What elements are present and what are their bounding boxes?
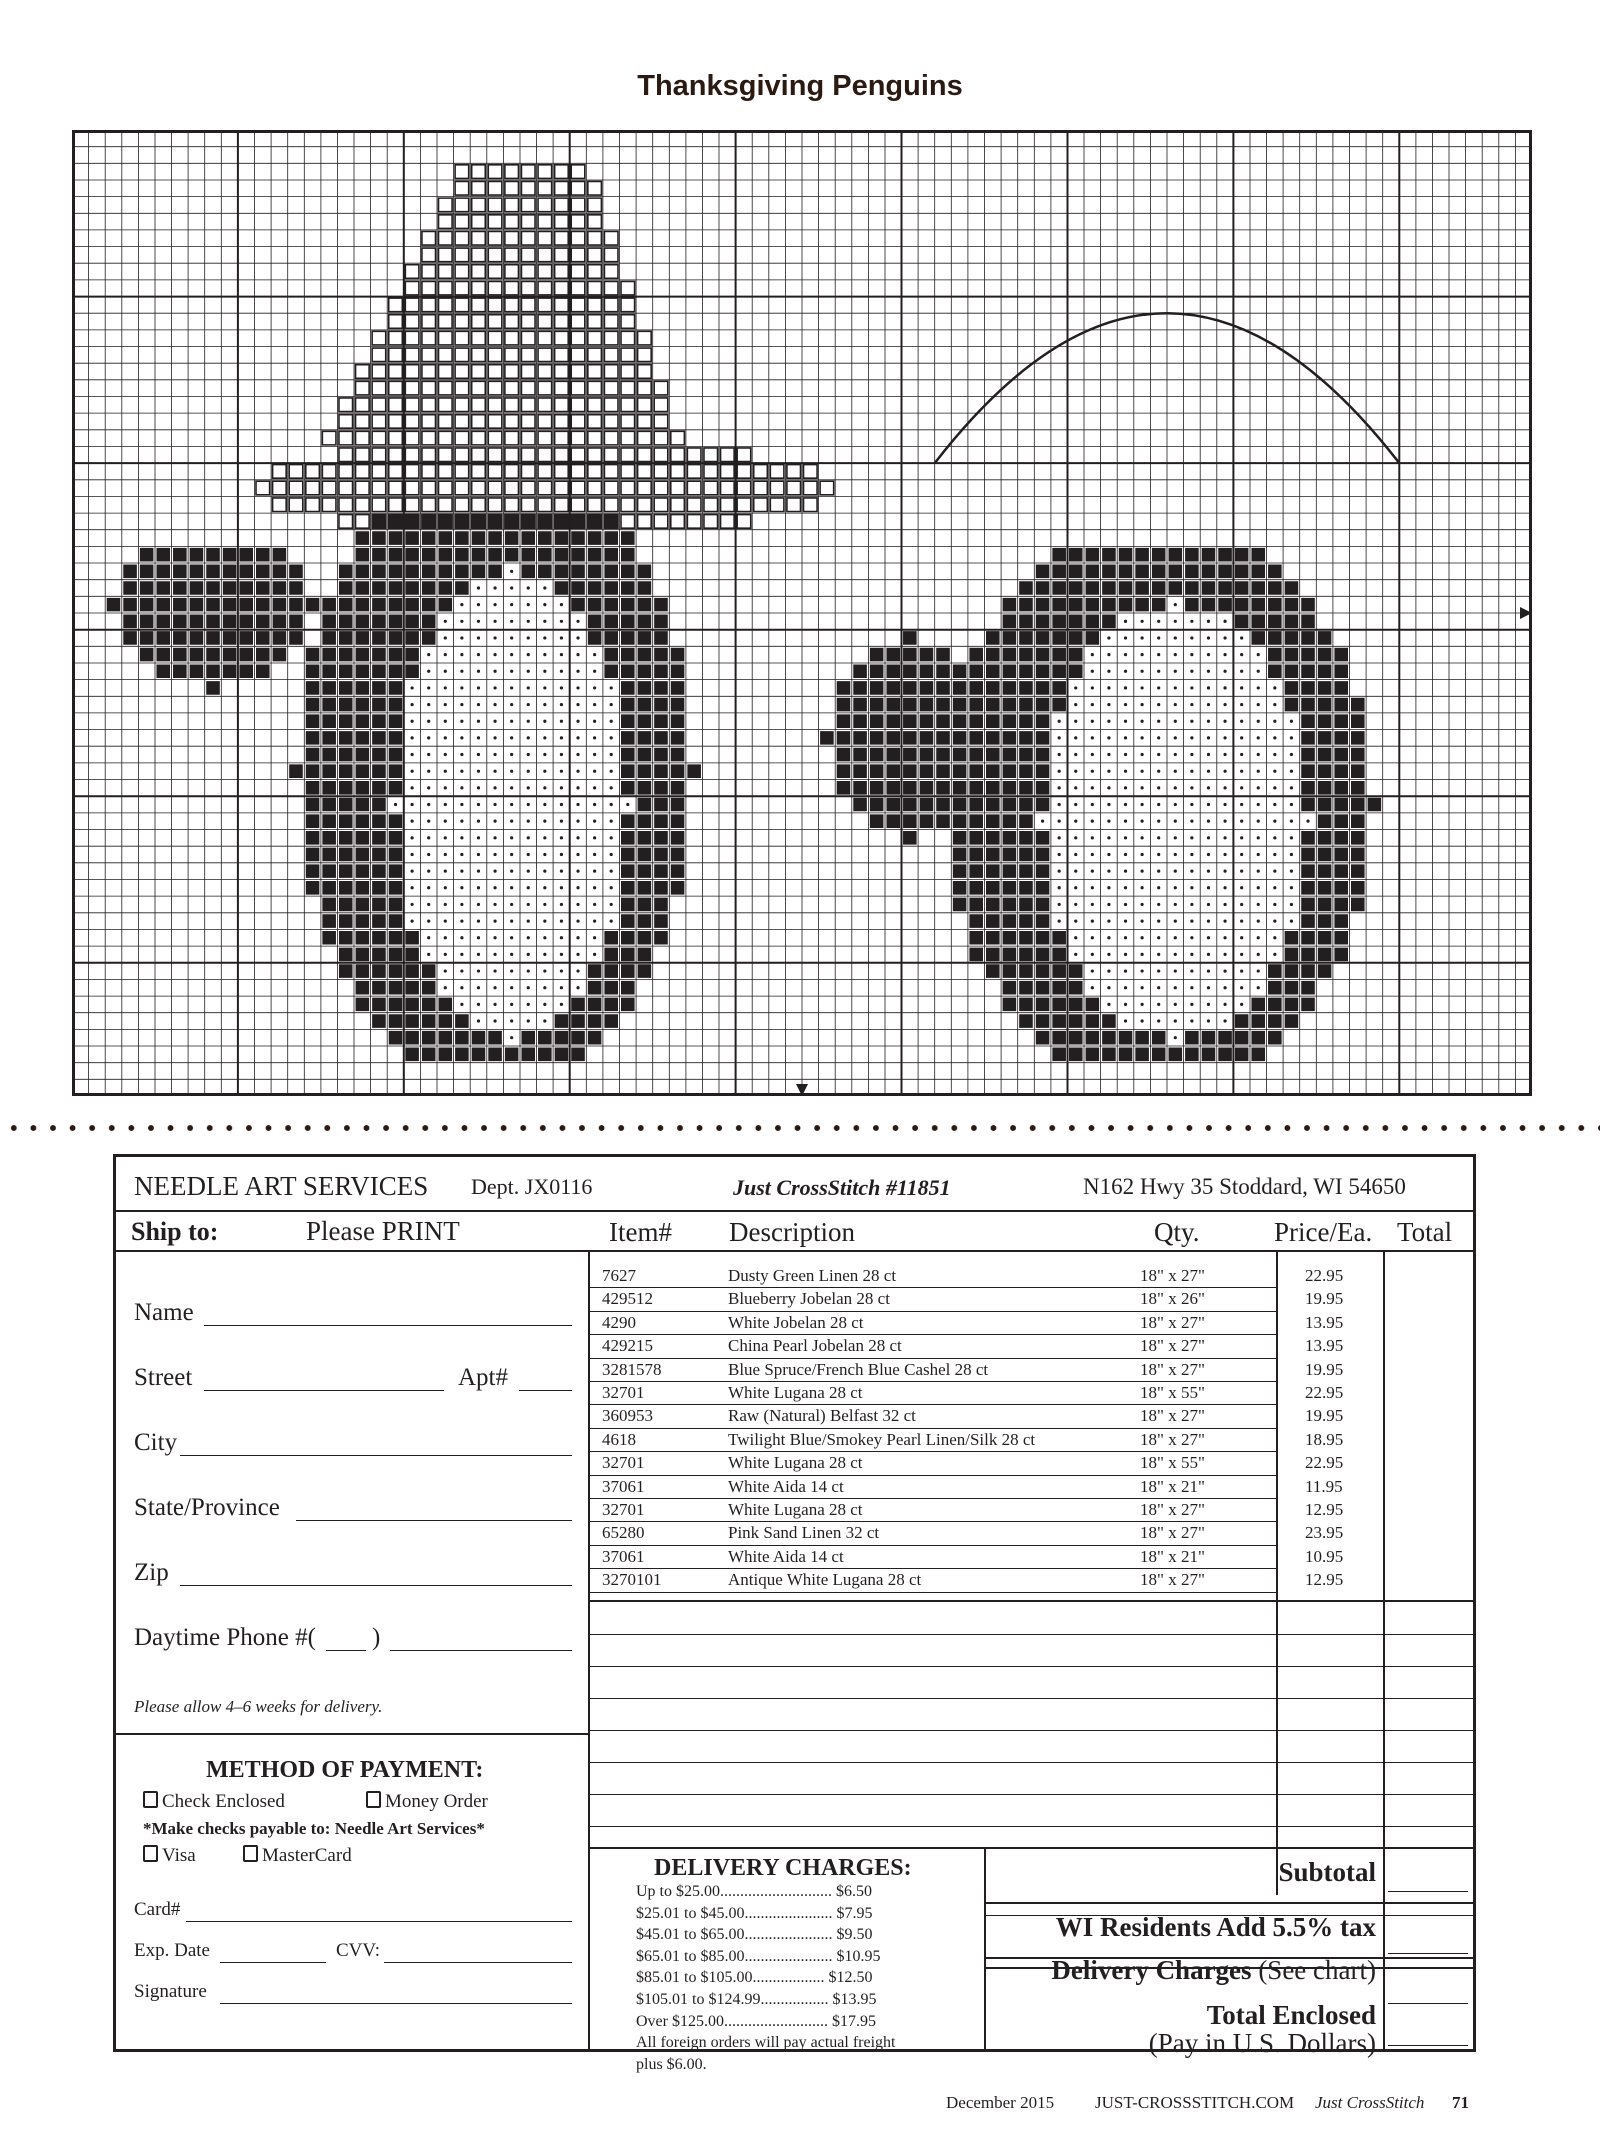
delivery-rate-line: plus $6.00. <box>636 2055 707 2073</box>
item-price: 18.95 <box>1305 1429 1344 1449</box>
divider <box>590 1666 1473 1667</box>
checkbox-icon <box>243 1845 258 1862</box>
phone-close-paren: ) <box>372 1624 381 1651</box>
divider <box>984 1902 1473 1904</box>
item-number: 4290 <box>602 1312 636 1332</box>
card-number-field[interactable] <box>186 1921 572 1922</box>
phone-area-code-field[interactable] <box>326 1650 366 1651</box>
item-row[interactable] <box>590 1311 1344 1335</box>
item-qty: 18" x 21" <box>1140 1546 1205 1566</box>
footer-site[interactable]: JUST-CROSSSTITCH.COM <box>1095 2093 1295 2112</box>
divider <box>590 1730 1473 1731</box>
checkbox-icon <box>143 1791 158 1808</box>
pay-note: (Pay in U.S. Dollars) <box>1148 2028 1376 2058</box>
item-qty: 18" x 26" <box>1140 1289 1205 1309</box>
zip-label: Zip <box>134 1559 169 1586</box>
item-description: Blueberry Jobelan 28 ct <box>728 1289 890 1309</box>
city-label: City <box>134 1429 178 1456</box>
item-number: 65280 <box>602 1523 645 1543</box>
company-name: NEEDLE ART SERVICES <box>134 1171 429 1201</box>
please-print-label: Please PRINT <box>306 1216 460 1246</box>
card-label: Card# <box>134 1899 181 1920</box>
item-description: Antique White Lugana 28 ct <box>728 1570 922 1590</box>
item-qty: 18" x 27" <box>1140 1406 1205 1426</box>
divider <box>590 1762 1473 1763</box>
total-enclosed-label: Total Enclosed <box>1206 2000 1376 2030</box>
item-description: Raw (Natural) Belfast 32 ct <box>728 1406 916 1426</box>
item-price: 23.95 <box>1305 1523 1344 1543</box>
item-qty: 18" x 27" <box>1140 1312 1205 1332</box>
column-total: Total <box>1397 1217 1453 1247</box>
item-price: 12.95 <box>1305 1570 1344 1590</box>
magazine-ref: Just CrossStitch #11851 <box>733 1175 951 1200</box>
signature-label: Signature <box>134 1981 207 2002</box>
item-number: 3281578 <box>602 1359 662 1379</box>
item-description: White Lugana 28 ct <box>728 1453 863 1473</box>
item-number: 7627 <box>602 1266 636 1285</box>
item-number: 37061 <box>602 1546 645 1566</box>
item-number: 3270101 <box>602 1570 662 1590</box>
subtotal-label: Subtotal <box>1278 1857 1376 1887</box>
city-field[interactable] <box>180 1455 572 1456</box>
item-price: 12.95 <box>1305 1500 1344 1519</box>
delivery-rate-line: $85.01 to $105.00.................. $12.50 <box>636 1969 873 1987</box>
item-number: 32701 <box>602 1500 645 1519</box>
cvv-field[interactable] <box>384 1962 572 1963</box>
item-qty: 18" x 27" <box>1140 1359 1205 1379</box>
visa-option[interactable]: Visa <box>143 1845 196 1867</box>
mastercard-option[interactable]: MasterCard <box>243 1845 352 1867</box>
item-price: 22.95 <box>1305 1266 1344 1285</box>
item-qty: 18" x 27" <box>1140 1523 1205 1543</box>
item-row[interactable] <box>590 1404 1344 1428</box>
divider <box>590 1794 1473 1795</box>
tax-field[interactable] <box>1388 1953 1468 1954</box>
department: Dept. JX0116 <box>471 1174 593 1199</box>
payable-note: *Make checks payable to: Needle Art Services* <box>143 1819 485 1838</box>
subtotal-field[interactable] <box>1388 1891 1468 1892</box>
item-row[interactable] <box>590 1334 1344 1358</box>
company-address: N162 Hwy 35 Stoddard, WI 54650 <box>1083 1174 1406 1199</box>
cross-stitch-chart <box>72 130 1532 1096</box>
item-price: 19.95 <box>1305 1359 1344 1379</box>
delivery-field[interactable] <box>1388 2003 1468 2004</box>
divider <box>116 1210 1473 1212</box>
item-price: 19.95 <box>1305 1289 1344 1309</box>
item-description: White Aida 14 ct <box>728 1546 844 1566</box>
name-label: Name <box>134 1299 194 1326</box>
total-field[interactable] <box>1388 2045 1468 2046</box>
street-label: Street <box>134 1364 193 1391</box>
item-number: 37061 <box>602 1476 645 1496</box>
signature-field[interactable] <box>220 2003 572 2004</box>
item-qty: 18" x 27" <box>1140 1336 1205 1356</box>
item-description: Pink Sand Linen 32 ct <box>728 1523 880 1543</box>
divider <box>590 1826 1473 1827</box>
divider <box>116 1733 588 1735</box>
exp-date-label: Exp. Date <box>134 1940 210 1961</box>
column-item: Item# <box>609 1217 672 1247</box>
item-row[interactable] <box>590 1287 1344 1311</box>
item-row[interactable] <box>590 1545 1344 1569</box>
page-title: Thanksgiving Penguins <box>637 70 963 102</box>
footer-magazine: Just CrossStitch <box>1315 2093 1425 2112</box>
divider <box>590 1698 1473 1699</box>
divider <box>1383 1250 1385 2049</box>
item-description: Blue Spruce/French Blue Cashel 28 ct <box>728 1359 989 1379</box>
divider <box>984 1957 1473 1959</box>
delivery-rate-line: Over $125.00.......................... $17.95 <box>636 2012 876 2030</box>
item-description: China Pearl Jobelan 28 ct <box>728 1336 902 1356</box>
apt-label: Apt# <box>458 1364 508 1391</box>
tax-label: WI Residents Add 5.5% tax <box>1055 1912 1376 1942</box>
delivery-rate-line: $105.01 to $124.99................. $13.95 <box>636 1991 877 2008</box>
item-qty: 18" x 55" <box>1140 1383 1205 1402</box>
item-row[interactable] <box>590 1475 1343 1499</box>
item-description: White Jobelan 28 ct <box>728 1312 864 1332</box>
item-description: Twilight Blue/Smokey Pearl Linen/Silk 28 ct <box>728 1429 1036 1449</box>
item-qty: 18" x 55" <box>1140 1453 1205 1473</box>
item-row[interactable] <box>590 1521 1344 1545</box>
column-qty: Qty. <box>1154 1217 1200 1247</box>
item-qty: 18" x 27" <box>1140 1500 1205 1519</box>
item-row[interactable] <box>590 1498 1344 1522</box>
check-enclosed-option[interactable]: Check Enclosed <box>143 1791 285 1813</box>
item-row[interactable] <box>590 1428 1344 1452</box>
state-field[interactable] <box>296 1520 572 1521</box>
street-field[interactable] <box>204 1390 444 1391</box>
item-qty: 18" x 27" <box>1140 1266 1205 1285</box>
phone-label: Daytime Phone #( <box>134 1624 316 1651</box>
item-row[interactable] <box>590 1451 1344 1475</box>
delivery-title: DELIVERY CHARGES: <box>654 1855 912 1881</box>
divider <box>984 1915 1473 1916</box>
item-qty: 18" x 21" <box>1140 1476 1205 1496</box>
dotted-cut-line <box>0 1124 1600 1132</box>
item-row[interactable] <box>590 1264 1344 1288</box>
state-label: State/Province <box>134 1494 280 1521</box>
checkbox-icon <box>143 1845 158 1862</box>
column-description: Description <box>729 1217 855 1247</box>
item-number: 429215 <box>602 1336 653 1356</box>
item-description: White Aida 14 ct <box>728 1476 844 1496</box>
divider <box>984 1967 1473 1969</box>
column-price: Price/Ea. <box>1274 1217 1373 1247</box>
divider <box>116 1250 1473 1252</box>
item-number: 4618 <box>602 1429 636 1449</box>
delivery-rate-line: All foreign orders will pay actual freight <box>636 2034 896 2052</box>
item-row[interactable] <box>590 1358 1344 1382</box>
delivery-rate-line: Up to $25.00............................ $6.50 <box>636 1883 872 1900</box>
delivery-note: Please allow 4–6 weeks for delivery. <box>134 1697 383 1716</box>
ship-to-label: Ship to: <box>131 1217 219 1246</box>
item-qty: 18" x 27" <box>1140 1570 1205 1590</box>
item-description: Dusty Green Linen 28 ct <box>728 1266 897 1285</box>
divider <box>590 1600 1473 1602</box>
delivery-rate-line: $25.01 to $45.00...................... $7.95 <box>636 1904 873 1922</box>
item-number: 360953 <box>602 1406 653 1426</box>
page-number: 71 <box>1452 2093 1469 2112</box>
item-number: 32701 <box>602 1383 645 1402</box>
item-price: 11.95 <box>1305 1476 1343 1496</box>
item-description: White Lugana 28 ct <box>728 1500 863 1519</box>
name-field[interactable] <box>204 1325 572 1326</box>
payment-title: METHOD OF PAYMENT: <box>206 1757 484 1783</box>
divider <box>590 1634 1473 1635</box>
item-row[interactable] <box>590 1568 1344 1592</box>
item-qty: 18" x 27" <box>1140 1429 1205 1449</box>
item-price: 19.95 <box>1305 1406 1344 1426</box>
footer-date: December 2015 <box>946 2093 1055 2112</box>
cvv-label: CVV: <box>336 1940 380 1961</box>
exp-date-field[interactable] <box>220 1962 326 1963</box>
delivery-rate-line: $45.01 to $65.00...................... $9.50 <box>636 1926 873 1944</box>
apt-field[interactable] <box>519 1390 572 1391</box>
item-price: 13.95 <box>1305 1336 1344 1356</box>
money-order-option[interactable]: Money Order <box>366 1791 488 1813</box>
checkbox-icon <box>366 1791 381 1808</box>
totals-labels <box>986 1847 1376 2058</box>
divider <box>1276 1250 1278 1895</box>
item-price: 13.95 <box>1305 1312 1344 1332</box>
phone-number-field[interactable] <box>390 1650 572 1651</box>
item-number: 429512 <box>602 1289 653 1309</box>
delivery-rate-line: $65.01 to $85.00...................... $10.95 <box>636 1947 881 1965</box>
item-price: 22.95 <box>1305 1383 1344 1402</box>
zip-field[interactable] <box>180 1585 572 1586</box>
delivery-charges-label: Delivery Charges (See chart) <box>1051 1955 1376 1985</box>
item-price: 10.95 <box>1305 1546 1344 1566</box>
item-row[interactable] <box>590 1381 1344 1405</box>
item-price: 22.95 <box>1305 1453 1344 1473</box>
item-description: White Lugana 28 ct <box>728 1383 863 1402</box>
item-number: 32701 <box>602 1453 645 1473</box>
order-form <box>113 1154 1476 2073</box>
